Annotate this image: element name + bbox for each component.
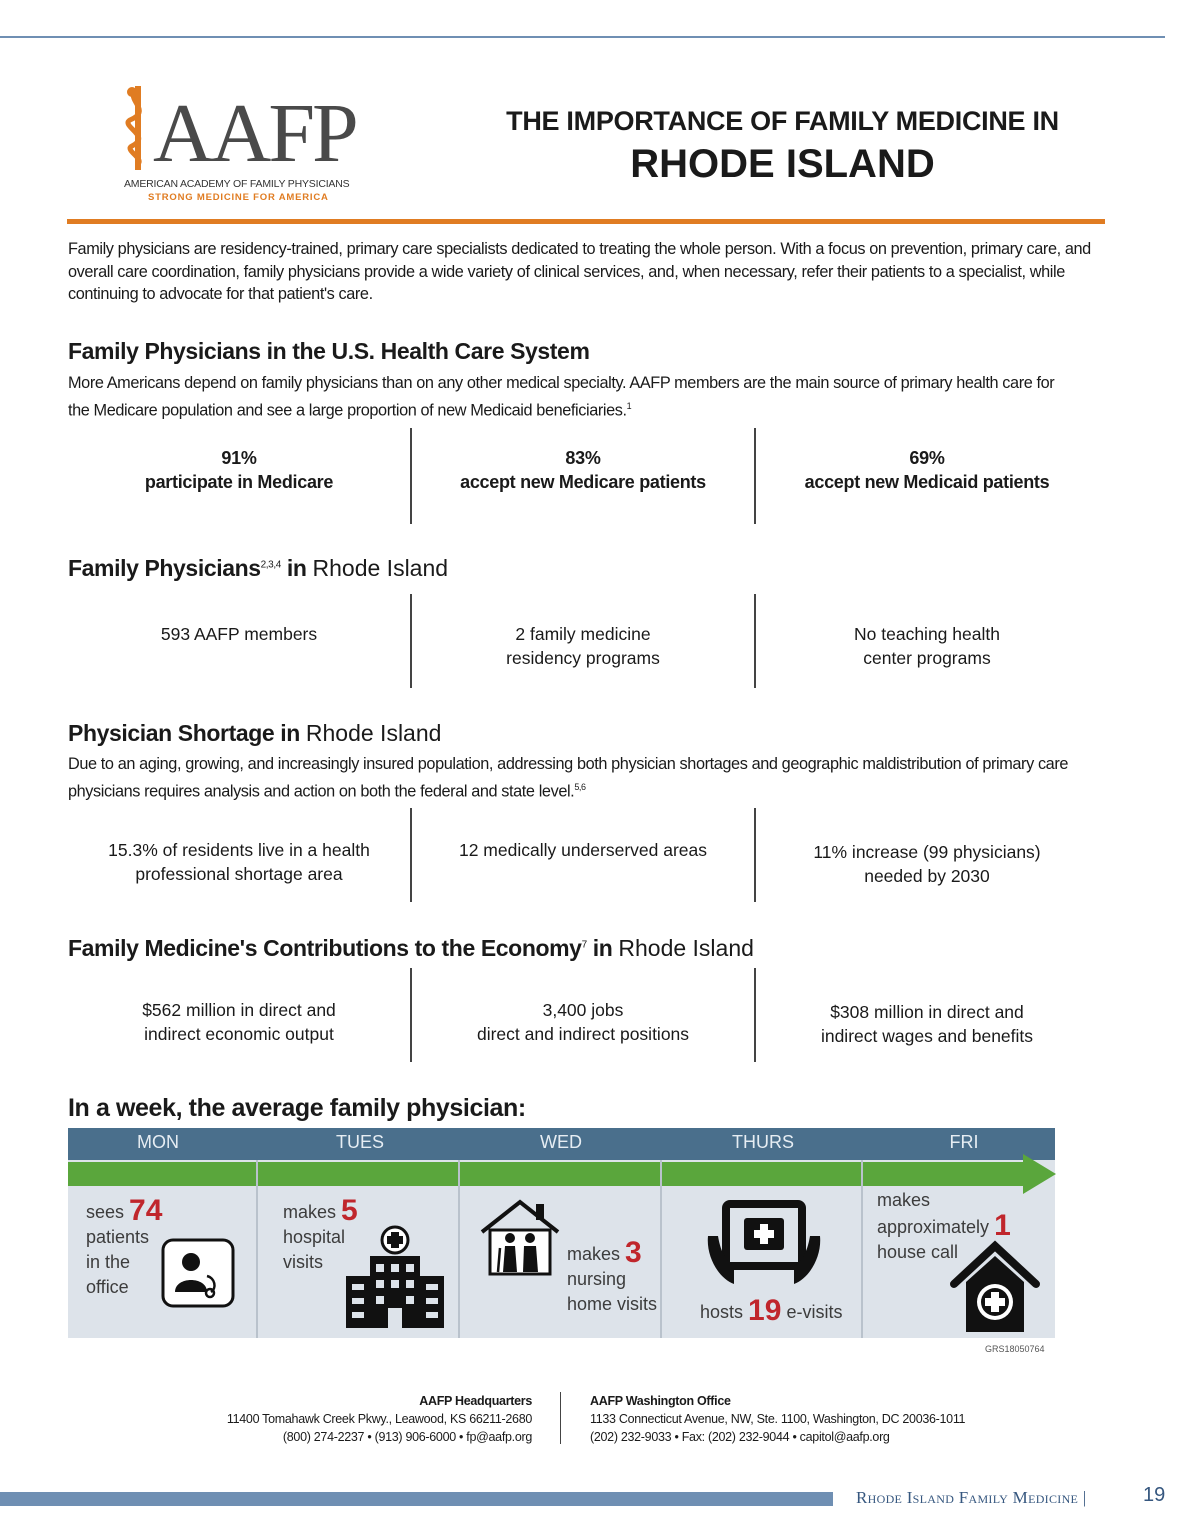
- stat-increase: 11% increase (99 physicians) needed by 2030: [754, 808, 1098, 902]
- stat-medicare: 91% participate in Medicare: [144, 448, 334, 492]
- page-title-line2: RHODE ISLAND: [630, 142, 935, 186]
- stats-row-shortage: [68, 808, 1098, 902]
- thu-text: hosts 19 e-visits: [700, 1294, 843, 1327]
- stat-new-medicaid: 69% accept new Medicaid patients: [754, 428, 1098, 524]
- footer-bar: [0, 1492, 833, 1506]
- week-infographic: [68, 1128, 1055, 1338]
- stat-residency: 2 family medicine residency programs: [410, 594, 754, 688]
- tablet-medical-icon: [704, 1196, 824, 1288]
- stat-new-medicare: 83% accept new Medicare patients: [410, 428, 754, 524]
- house-medical-icon: [948, 1240, 1042, 1334]
- wed-number: 3: [625, 1236, 642, 1269]
- footer-title: Rhode Island Family Medicine |: [856, 1488, 1087, 1507]
- week-heading: In a week, the average family physician:: [68, 1094, 526, 1122]
- col-divider: [256, 1160, 258, 1338]
- nursing-home-icon: [478, 1198, 562, 1276]
- stat-teaching: No teaching health center programs: [754, 594, 1098, 688]
- hospital-icon: [344, 1224, 446, 1330]
- section-heading-ri: Family Physicians$^{2,3,4}$ in Rhode Island: [68, 555, 449, 581]
- week-arrow: [68, 1162, 1023, 1186]
- week-header: [68, 1128, 1055, 1160]
- day-tue: TUES: [335, 1132, 384, 1152]
- stat-jobs: 3,400 jobs direct and indirect positions: [410, 968, 754, 1062]
- week-arrow-head: [1023, 1154, 1056, 1194]
- stat-hpsa: 15.3% of residents live in a health professional shortage area: [108, 840, 370, 884]
- col-divider: [458, 1160, 460, 1338]
- section-heading-shortage: Physician Shortage in Rhode Island: [68, 720, 442, 746]
- logo-tagline: STRONG MEDICINE FOR AMERICA: [148, 192, 329, 203]
- logo-wordmark: AAFP: [153, 87, 356, 180]
- graphic-code: GRS18050764: [985, 1344, 1045, 1354]
- page-number: 19: [1143, 1484, 1166, 1506]
- stat-members: 593 AAFP members: [160, 624, 318, 644]
- fri-number: 1: [994, 1209, 1011, 1242]
- thu-number: 19: [748, 1294, 782, 1327]
- stat-underserved: 12 medically underserved areas: [410, 808, 754, 902]
- mon-number: 74: [129, 1194, 163, 1227]
- section-text-us: More Americans depend on family physicians than on any other medical specialty. AAFP members are the main source of primary health care for the Medicare population and see a large proportion of new Medicaid beneficiaries.$^1$: [68, 374, 1055, 420]
- caduceus-icon: [118, 80, 158, 172]
- doctor-icon: [161, 1238, 235, 1308]
- section-text-shortage: Due to an aging, growing, and increasingly insured population, addressing both physician shortages and geographic maldistribution of primary care physicians requires analysis and action on both the federal and state level.$^{5,6}$: [68, 755, 1069, 801]
- stats-row-economy: [68, 968, 1098, 1062]
- day-thu: THURS: [732, 1132, 794, 1152]
- logo-org-name: AMERICAN ACADEMY OF FAMILY PHYSICIANS: [124, 178, 350, 190]
- stat-wages: $308 million in direct and indirect wages and benefits: [754, 968, 1098, 1062]
- intro-paragraph: Family physicians are residency-trained, primary care specialists dedicated to treating the whole person. With a focus on prevention, primary care, and overall care coordination, family physicians provide a wide variety of clinical services, and, when necessary, refer their patients to a specialist, while continuing to advocate for that patient's care.: [68, 240, 1091, 303]
- wed-text: makes 3 nursing home visits: [567, 1236, 658, 1314]
- fri-text: makes approximately 1 house call: [877, 1190, 1011, 1262]
- stat-output: $562 million in direct and indirect economic output: [142, 1000, 336, 1044]
- stats-row-us: [68, 428, 1098, 524]
- page-title-line1: THE IMPORTANCE OF FAMILY MEDICINE IN: [506, 106, 1059, 136]
- mon-text: sees 74 patients in the office: [86, 1194, 163, 1297]
- header-divider: [67, 219, 1105, 224]
- day-fri: FRI: [949, 1132, 979, 1152]
- contact-divider: [560, 1392, 561, 1444]
- tue-text: makes 5 hospital visits: [283, 1194, 358, 1272]
- top-rule: [0, 36, 1165, 38]
- day-mon: MON: [137, 1132, 179, 1152]
- section-heading-economy: Family Medicine's Contributions to the Economy$^7$ in Rhode Island: [68, 935, 754, 961]
- tue-number: 5: [341, 1194, 358, 1227]
- dc-contact: AAFP Washington Office 1133 Connecticut Avenue, NW, Ste. 1100, Washington, DC 20036-1011 (202) 232-9033 • Fax: (202) 232-9044 • capitol@aafp.org: [590, 1394, 966, 1444]
- col-divider: [861, 1160, 863, 1338]
- section-heading-us: Family Physicians in the U.S. Health Care System: [68, 338, 590, 364]
- day-wed: WED: [540, 1132, 582, 1152]
- col-divider: [660, 1160, 662, 1338]
- hq-contact: AAFP Headquarters 11400 Tomahawk Creek Pkwy., Leawood, KS 66211-2680 (800) 274-2237 • (913) 906-6000 • fp@aafp.org: [226, 1394, 532, 1444]
- stats-row-ri: [68, 594, 1098, 688]
